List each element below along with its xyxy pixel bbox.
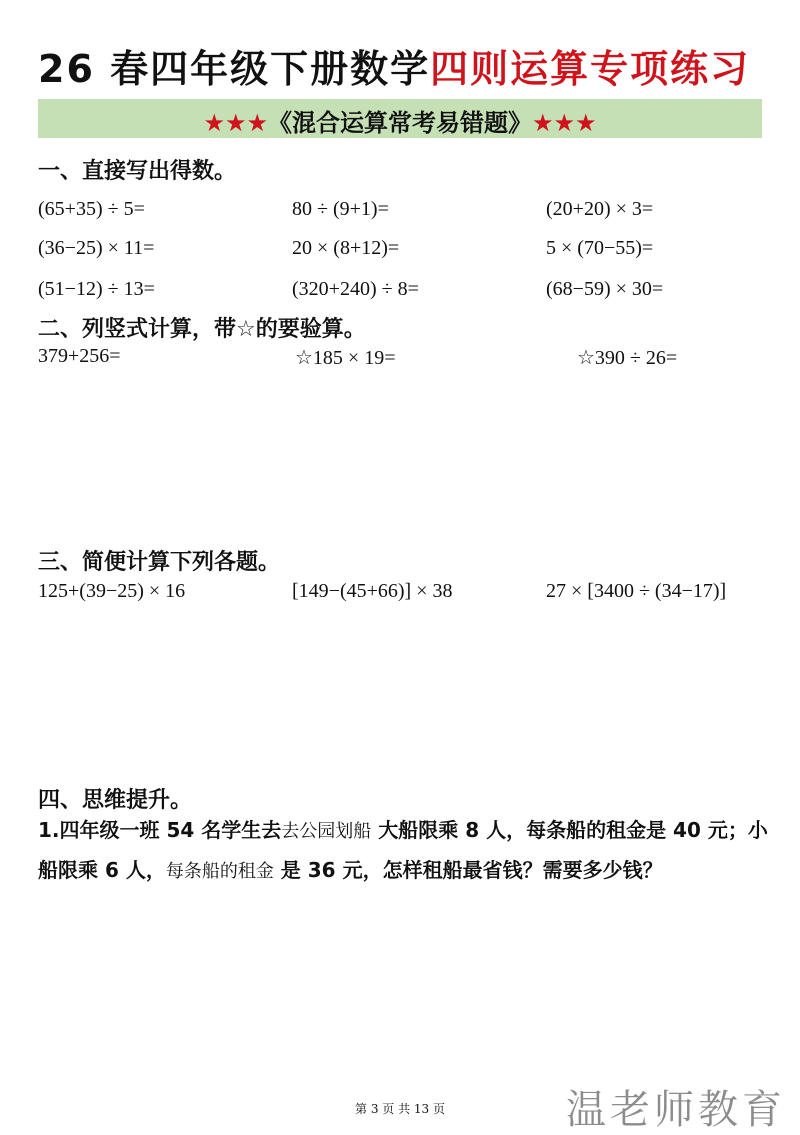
- q1-text-3: 是 36 元，怎样租船最省钱？需要多少钱？: [273, 858, 663, 882]
- section3-heading: 三、简便计算下列各题。: [38, 550, 281, 575]
- watermark: 温老师教育: [566, 1087, 786, 1133]
- problem-3-3: 27 × [3400 ÷ (34−17)]: [546, 580, 727, 602]
- q1-text-plain-2: 每条船的租金: [165, 861, 274, 882]
- problem-1-7: (51−12) ÷ 13=: [38, 278, 155, 300]
- problem-2-1: 379+256=: [38, 345, 121, 367]
- subtitle-banner: [38, 99, 762, 138]
- problem-1-8: (320+240) ÷ 8=: [292, 278, 419, 300]
- banner-text: [38, 103, 762, 138]
- q1-text-2: 大船限乘 8 人，每条船的租金是 40 元；小船限乘 6 人，: [38, 818, 768, 882]
- problem-3-1: 125+(39−25) × 16: [38, 580, 186, 602]
- title-black: 26 春四年级下册数学: [38, 47, 431, 91]
- banner-title: 《混合运算常考易错题》: [268, 109, 532, 137]
- banner-stars-left: ★★★: [203, 109, 268, 137]
- banner-stars-right: ★★★: [532, 109, 597, 137]
- problem-1-6: 5 × (70−55)=: [546, 237, 654, 259]
- problem-1-4: (36−25) × 11=: [38, 237, 155, 259]
- section4-heading: 四、思维提升。: [38, 788, 193, 813]
- q1-text-plain-1: 去公园划船: [281, 821, 372, 842]
- section1-heading: 一、直接写出得数。: [38, 159, 237, 184]
- problem-1-5: 20 × (8+12)=: [292, 237, 400, 259]
- problem-2-3: ☆390 ÷ 26=: [577, 347, 678, 369]
- problem-1-3: (20+20) × 3=: [546, 198, 654, 220]
- problem-1-1: (65+35) ÷ 5=: [38, 198, 145, 220]
- problem-3-2: [149−(45+66)] × 38: [292, 580, 453, 602]
- word-problem-1: [38, 811, 768, 891]
- problem-1-2: 80 ÷ (9+1)=: [292, 198, 389, 220]
- q1-text-1: 1.四年级一班 54 名学生去: [38, 818, 282, 842]
- problem-2-2: ☆185 × 19=: [295, 347, 396, 369]
- page-title: [38, 38, 750, 93]
- problem-1-9: (68−59) × 30=: [546, 278, 664, 300]
- section2-heading: 二、列竖式计算，带☆的要验算。: [38, 317, 366, 342]
- page-number: 第 3 页 共 13 页: [355, 1102, 445, 1116]
- title-red: 四则运算专项练习: [430, 47, 751, 91]
